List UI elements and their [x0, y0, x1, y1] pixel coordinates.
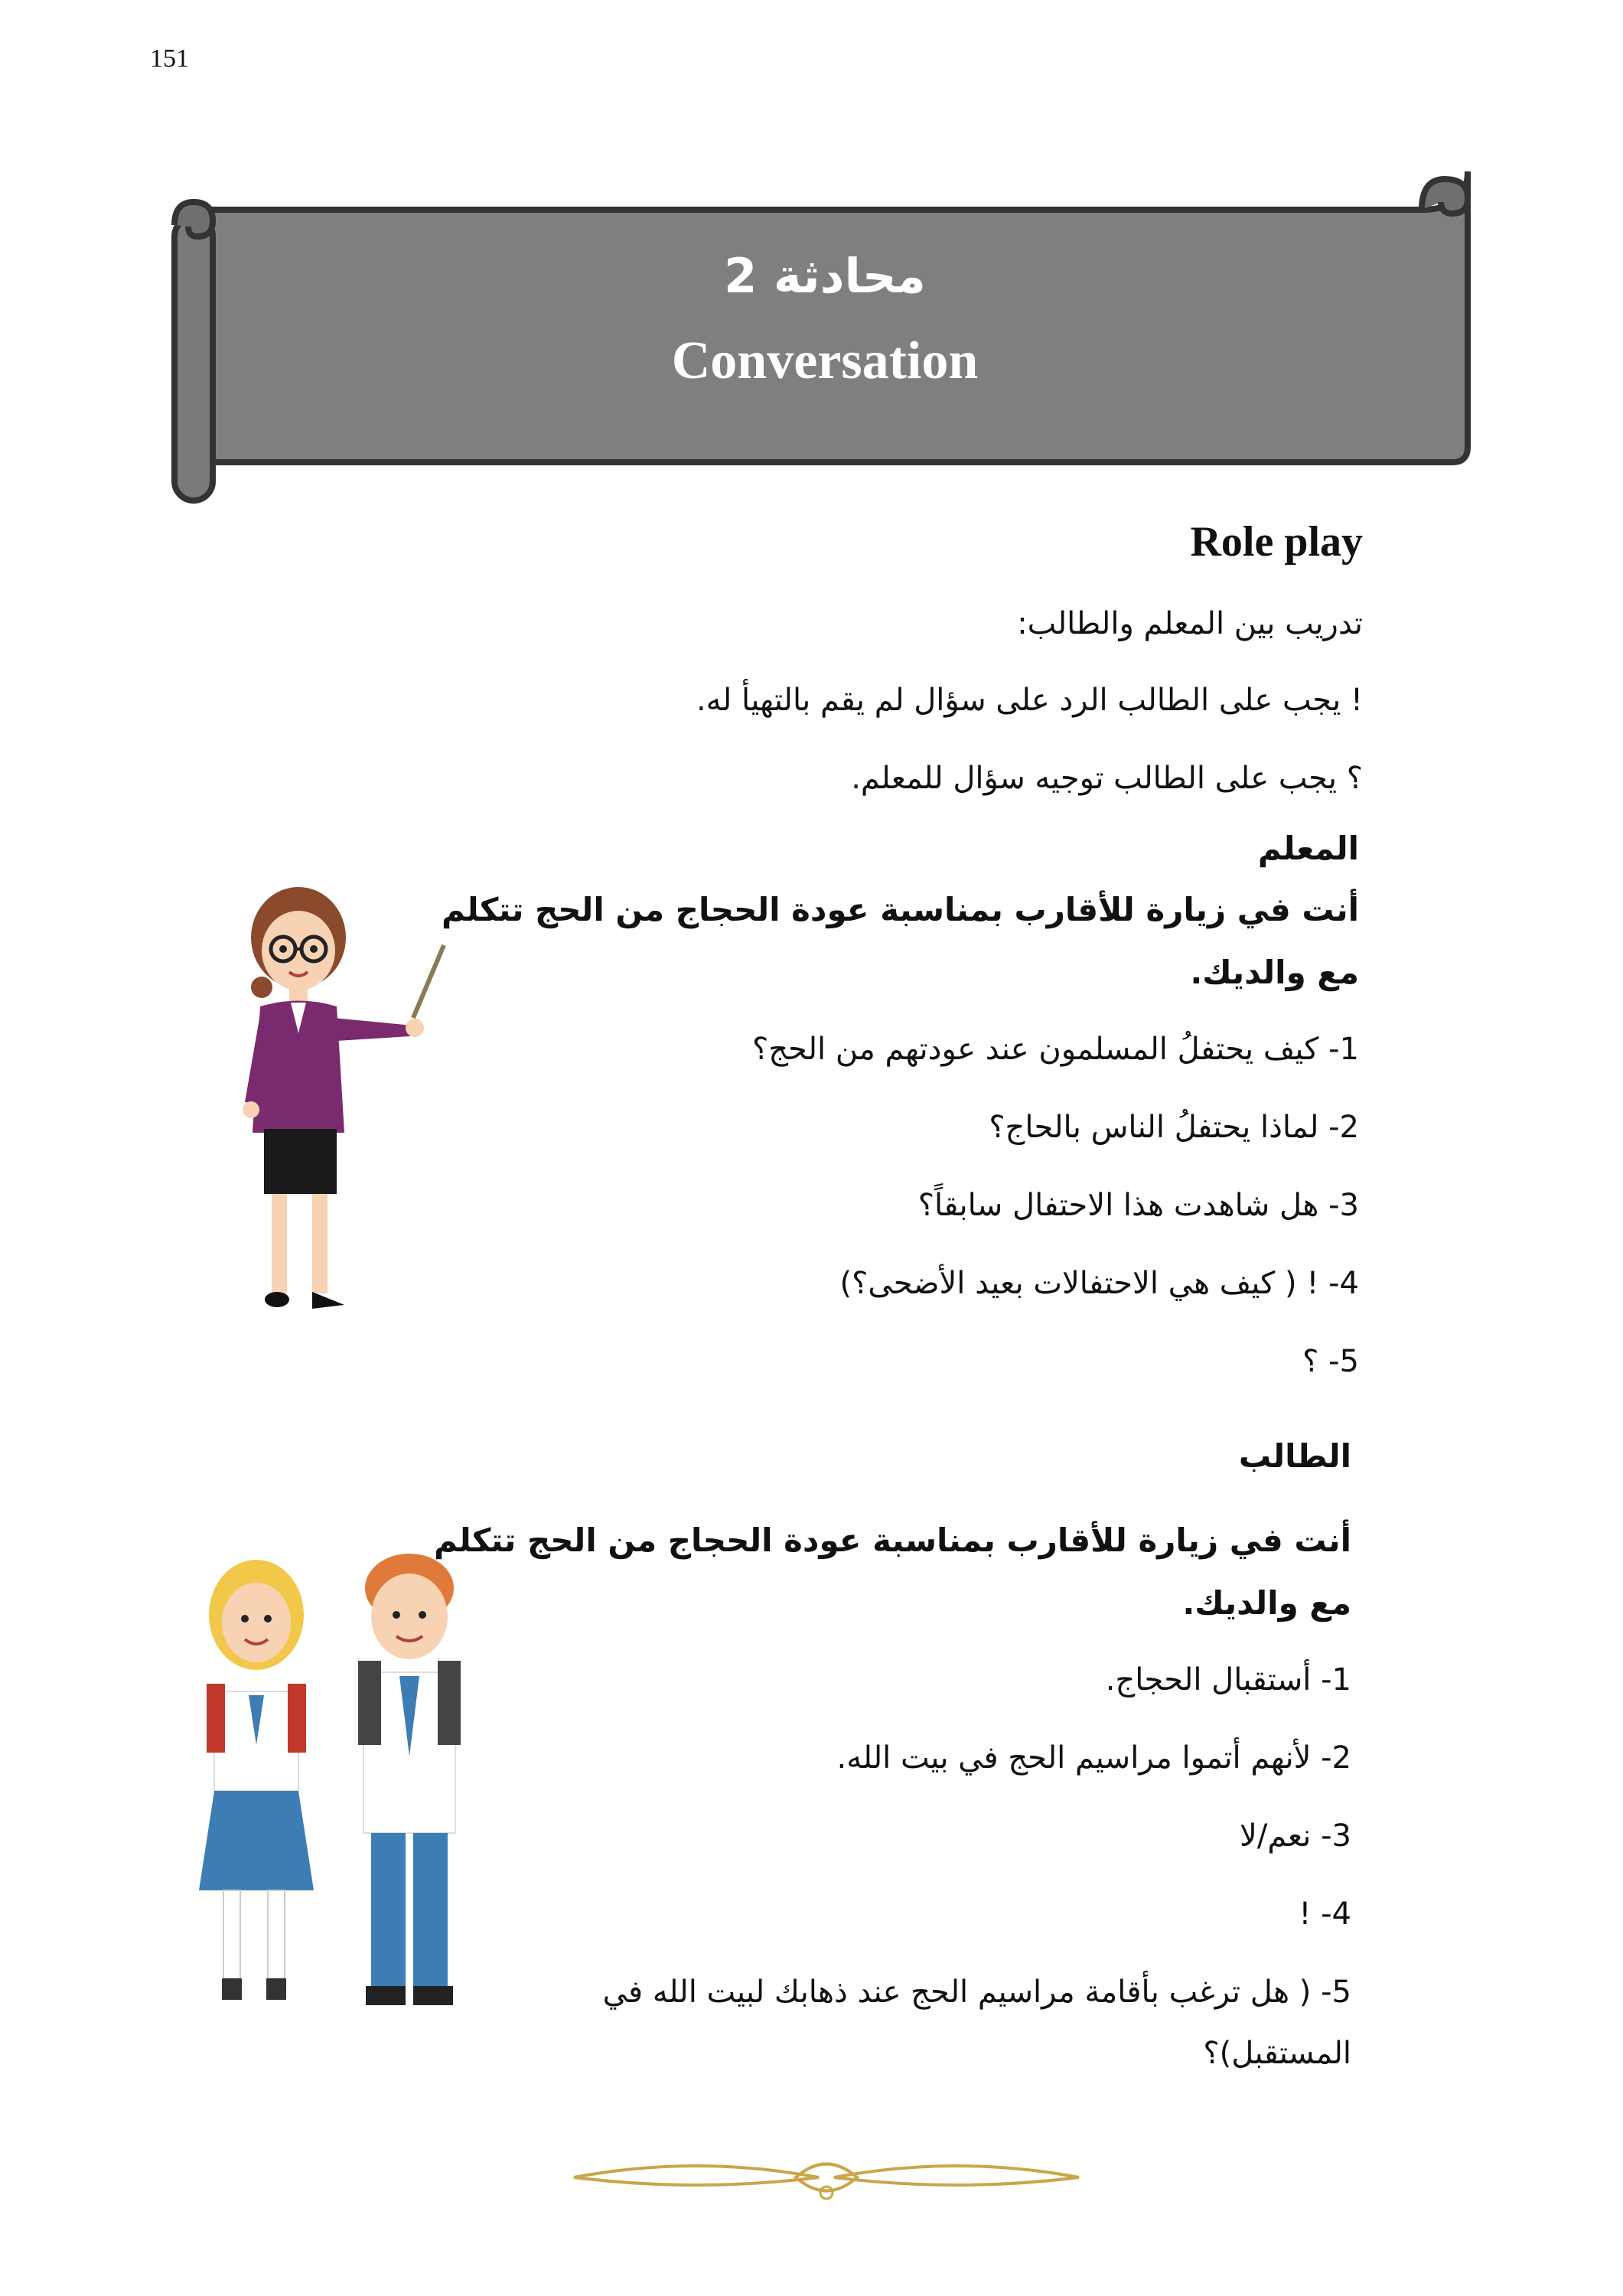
teacher-illustration — [230, 880, 459, 1324]
role-play-title: Role play — [1190, 518, 1363, 566]
note-ask-teacher: ؟ يجب على الطالب توجيه سؤال للمعلم. — [851, 761, 1363, 796]
students-illustration — [191, 1546, 497, 2020]
teacher-question-5: 5- ؟ — [1302, 1344, 1359, 1379]
teacher-question-2: 2- لماذا يحتفلُ الناس بالحاج؟ — [989, 1110, 1359, 1145]
student-answer-1: 1- أستقبال الحجاج. — [1105, 1662, 1351, 1698]
teacher-scenario-line1: أنت في زيارة للأقارب بمناسبة عودة الحجاج من الحج تتكلم — [441, 891, 1359, 928]
teacher-question-1: 1- كيف يحتفلُ المسلمون عند عودتهم من الحج؟ — [752, 1032, 1359, 1067]
intro-text: تدريب بين المعلم والطالب: — [1017, 606, 1363, 641]
decorative-ornament — [566, 2151, 1087, 2204]
student-answer-5-line2: المستقبل)؟ — [1203, 2036, 1351, 2071]
student-scenario-line2: مع والديك. — [1182, 1584, 1351, 1622]
banner-english-title: Conversation — [671, 331, 979, 390]
student-heading: الطالب — [1238, 1437, 1351, 1475]
teacher-scenario-line2: مع والديك. — [1190, 954, 1359, 991]
student-scenario-line1: أنت في زيارة للأقارب بمناسبة عودة الحجاج من الحج تتكلم — [433, 1521, 1351, 1559]
student-answer-5-line1: 5- ( هل ترغب بأقامة مراسيم الحج عند ذهابك لبيت الله في — [602, 1975, 1351, 2010]
student-answer-4: 4- ! — [1299, 1896, 1351, 1932]
title-banner — [167, 164, 1483, 508]
note-unprepared: ! يجب على الطالب الرد على سؤال لم يقم بالتهيأ له. — [696, 683, 1363, 718]
teacher-heading: المعلم — [1257, 830, 1359, 867]
teacher-question-3: 3- هل شاهدت هذا الاحتفال سابقاً؟ — [917, 1188, 1359, 1223]
student-answer-3: 3- نعم/لا — [1240, 1818, 1351, 1854]
page-number: 151 — [150, 44, 189, 73]
teacher-question-4: 4- ! ( كيف هي الاحتفالات بعيد الأضحى؟) — [839, 1266, 1359, 1301]
student-answer-2: 2- لأنهم أتموا مراسيم الحج في بيت الله. — [836, 1740, 1351, 1776]
banner-arabic-title: محادثة 2 — [724, 248, 926, 304]
